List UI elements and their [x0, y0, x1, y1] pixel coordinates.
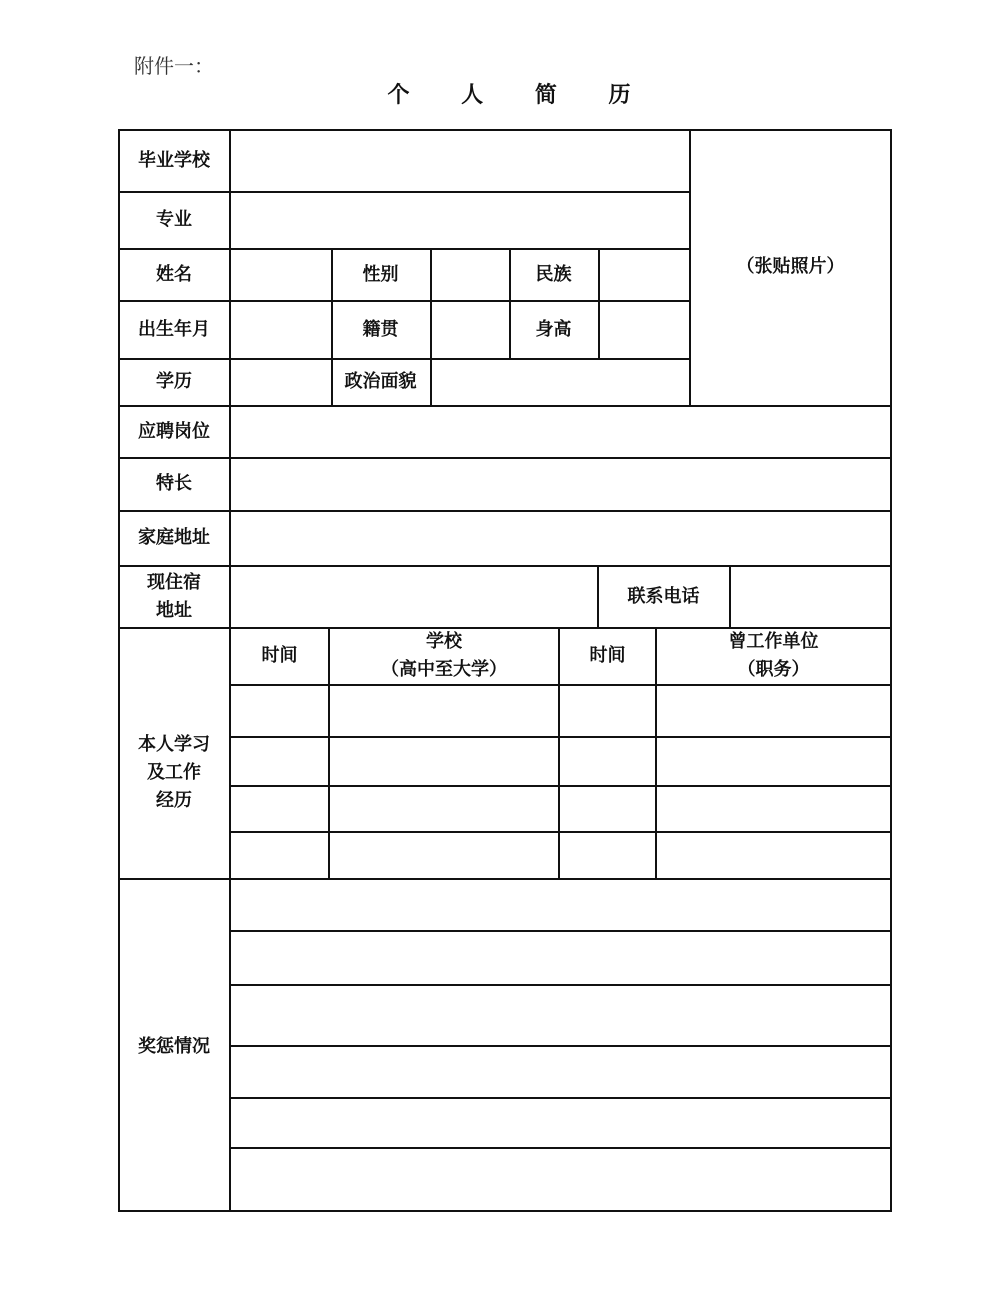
awards-row[interactable]: [230, 1098, 891, 1147]
title-text: 个 人 简 历: [387, 83, 653, 108]
political-status-field[interactable]: [430, 358, 690, 406]
label-major: 专业: [156, 209, 192, 230]
height-field[interactable]: [598, 300, 690, 359]
header-work-unit-line2: （职务）: [737, 659, 810, 680]
header-work-unit-line1: 曾工作单位: [728, 631, 819, 652]
label-current-address-line1: 现住宿: [147, 571, 201, 593]
label-gender: 性别: [362, 263, 399, 285]
header-school-line2: （高中至大学）: [381, 659, 507, 680]
label-awards: 奖惩情况: [138, 1035, 210, 1057]
label-home-address: 家庭地址: [138, 527, 210, 548]
label-height: 身高: [535, 318, 572, 340]
graduation-school-field[interactable]: [230, 129, 690, 192]
native-place-field[interactable]: [430, 300, 509, 359]
annex-label: 附件一：: [134, 54, 214, 78]
awards-row[interactable]: [230, 985, 891, 1045]
label-name: 姓名: [156, 263, 192, 285]
header-study-time: 时间: [261, 645, 298, 666]
awards-row[interactable]: [230, 931, 891, 984]
experience-row[interactable]: [230, 832, 891, 878]
label-current-address-line2: 地址: [156, 599, 192, 621]
label-ethnicity: 民族: [535, 263, 572, 285]
current-address-field[interactable]: [230, 565, 598, 628]
label-experience: [118, 627, 230, 879]
experience-row[interactable]: [230, 786, 891, 831]
label-experience-line1: 本人学习: [138, 734, 210, 755]
photo-area[interactable]: （张贴照片）: [736, 256, 845, 277]
education-field[interactable]: [230, 358, 331, 406]
experience-row[interactable]: [230, 737, 891, 785]
ethnicity-field[interactable]: [598, 248, 690, 301]
experience-row[interactable]: [230, 685, 891, 736]
label-specialty: 特长: [156, 473, 192, 494]
label-experience-line2: 及工作: [147, 762, 201, 783]
label-position: 应聘岗位: [138, 420, 210, 442]
awards-row[interactable]: [230, 1046, 891, 1097]
specialty-field[interactable]: [230, 457, 891, 511]
label-birth-date: 出生年月: [138, 318, 210, 340]
label-political-status: 政治面貌: [344, 371, 417, 392]
header-work-time: 时间: [589, 645, 626, 666]
birth-date-field[interactable]: [230, 300, 331, 359]
label-current-address: [118, 565, 230, 628]
header-school-line1: 学校: [426, 631, 462, 652]
name-field[interactable]: [230, 248, 331, 301]
position-field[interactable]: [230, 405, 891, 458]
header-work-unit: [656, 627, 891, 685]
label-graduation-school: 毕业学校: [138, 149, 210, 171]
label-education: 学历: [156, 371, 192, 392]
major-field[interactable]: [230, 191, 690, 249]
awards-row[interactable]: [230, 1148, 891, 1210]
header-school: [329, 627, 559, 685]
label-experience-line3: 经历: [156, 790, 192, 811]
phone-field[interactable]: [730, 565, 891, 628]
home-address-field[interactable]: [230, 510, 891, 566]
gender-field[interactable]: [430, 248, 509, 301]
label-phone: 联系电话: [627, 585, 700, 607]
label-native-place: 籍贯: [362, 318, 399, 340]
awards-row[interactable]: [230, 879, 891, 930]
